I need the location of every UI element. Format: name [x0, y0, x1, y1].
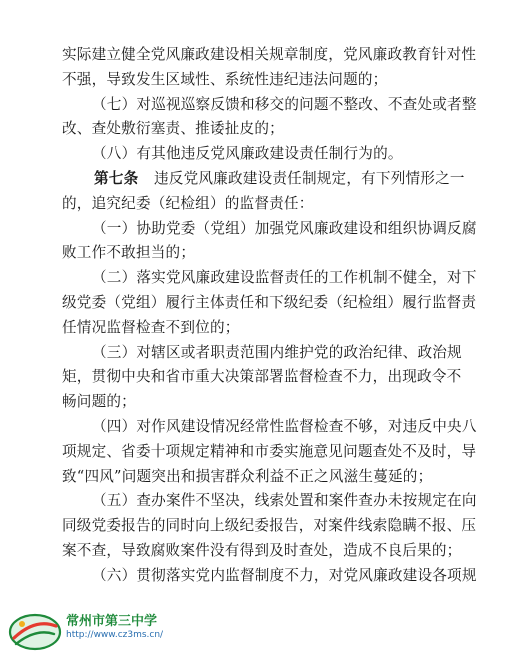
text-line: 违反党风廉政建设责任制规定，有下列情形之一 [154, 170, 465, 187]
text-line: 案不查，导致腐败案件没有得到及时查处，造成不良后果的； [62, 542, 462, 559]
school-url[interactable]: http://www.cz3ms.cn/ [66, 630, 164, 640]
text-line: 致“四风”问题突出和损害群众利益不正之风滋生蔓延的； [62, 467, 433, 485]
text-line: 任情况监督检查不到位的； [62, 318, 240, 336]
text-line: 级党委（党组）履行主体责任和下级纪委（纪检组）履行监督责 [62, 294, 477, 311]
text-line: 同级党委报告的同时向上级纪委报告，对案件线索隐瞒不报、压 [62, 517, 477, 535]
text-line: 不强，导致发生区域性、系统性违纪违法问题的； [62, 70, 388, 88]
text-line: （七）对巡视巡察反馈和移交的问题不整改、不查处或者整 [92, 95, 477, 113]
text-line: （一）协助党委（党组）加强党风廉政建设和组织协调反腐 [92, 219, 477, 237]
text-line: （三）对辖区或者职责范围内维护党的政治纪律、政治规 [92, 343, 462, 361]
school-logo-icon [6, 604, 64, 654]
text-line: 畅问题的； [62, 393, 136, 411]
school-name: 常州市第三中学 [66, 614, 158, 629]
text-line: （二）落实党风廉政建设监督责任的工作机制不健全，对下 [92, 269, 477, 287]
article-heading: 第七条 [94, 170, 139, 187]
text-line: 败工作不敢担当的； [62, 244, 196, 262]
text-line: 矩，贯彻中央和省市重大决策部署监督检查不力，出现政令不 [62, 368, 462, 386]
text-line: 实际建立健全党风廉政建设相关规章制度，党风廉政教育针对性 [62, 46, 477, 63]
text-line: 项规定、省委十项规定精神和市委实施意见问题查处不及时，导 [62, 442, 477, 460]
text-line: 改、查处敷衍塞责、推诿扯皮的； [62, 120, 284, 138]
text-line: （五）查办案件不坚决，线索处置和案件查办未按规定在向 [92, 492, 477, 510]
text-line: （六）贯彻落实党内监督制度不力，对党风廉政建设各项规 [92, 566, 477, 584]
text-line: （八）有其他违反党风廉政建设责任制行为的。 [92, 145, 403, 163]
text-line: （四）对作风建设情况经常性监督检查不够，对违反中央八 [92, 418, 477, 435]
text-line: 的，追究纪委（纪检组）的监督责任： [62, 194, 314, 212]
